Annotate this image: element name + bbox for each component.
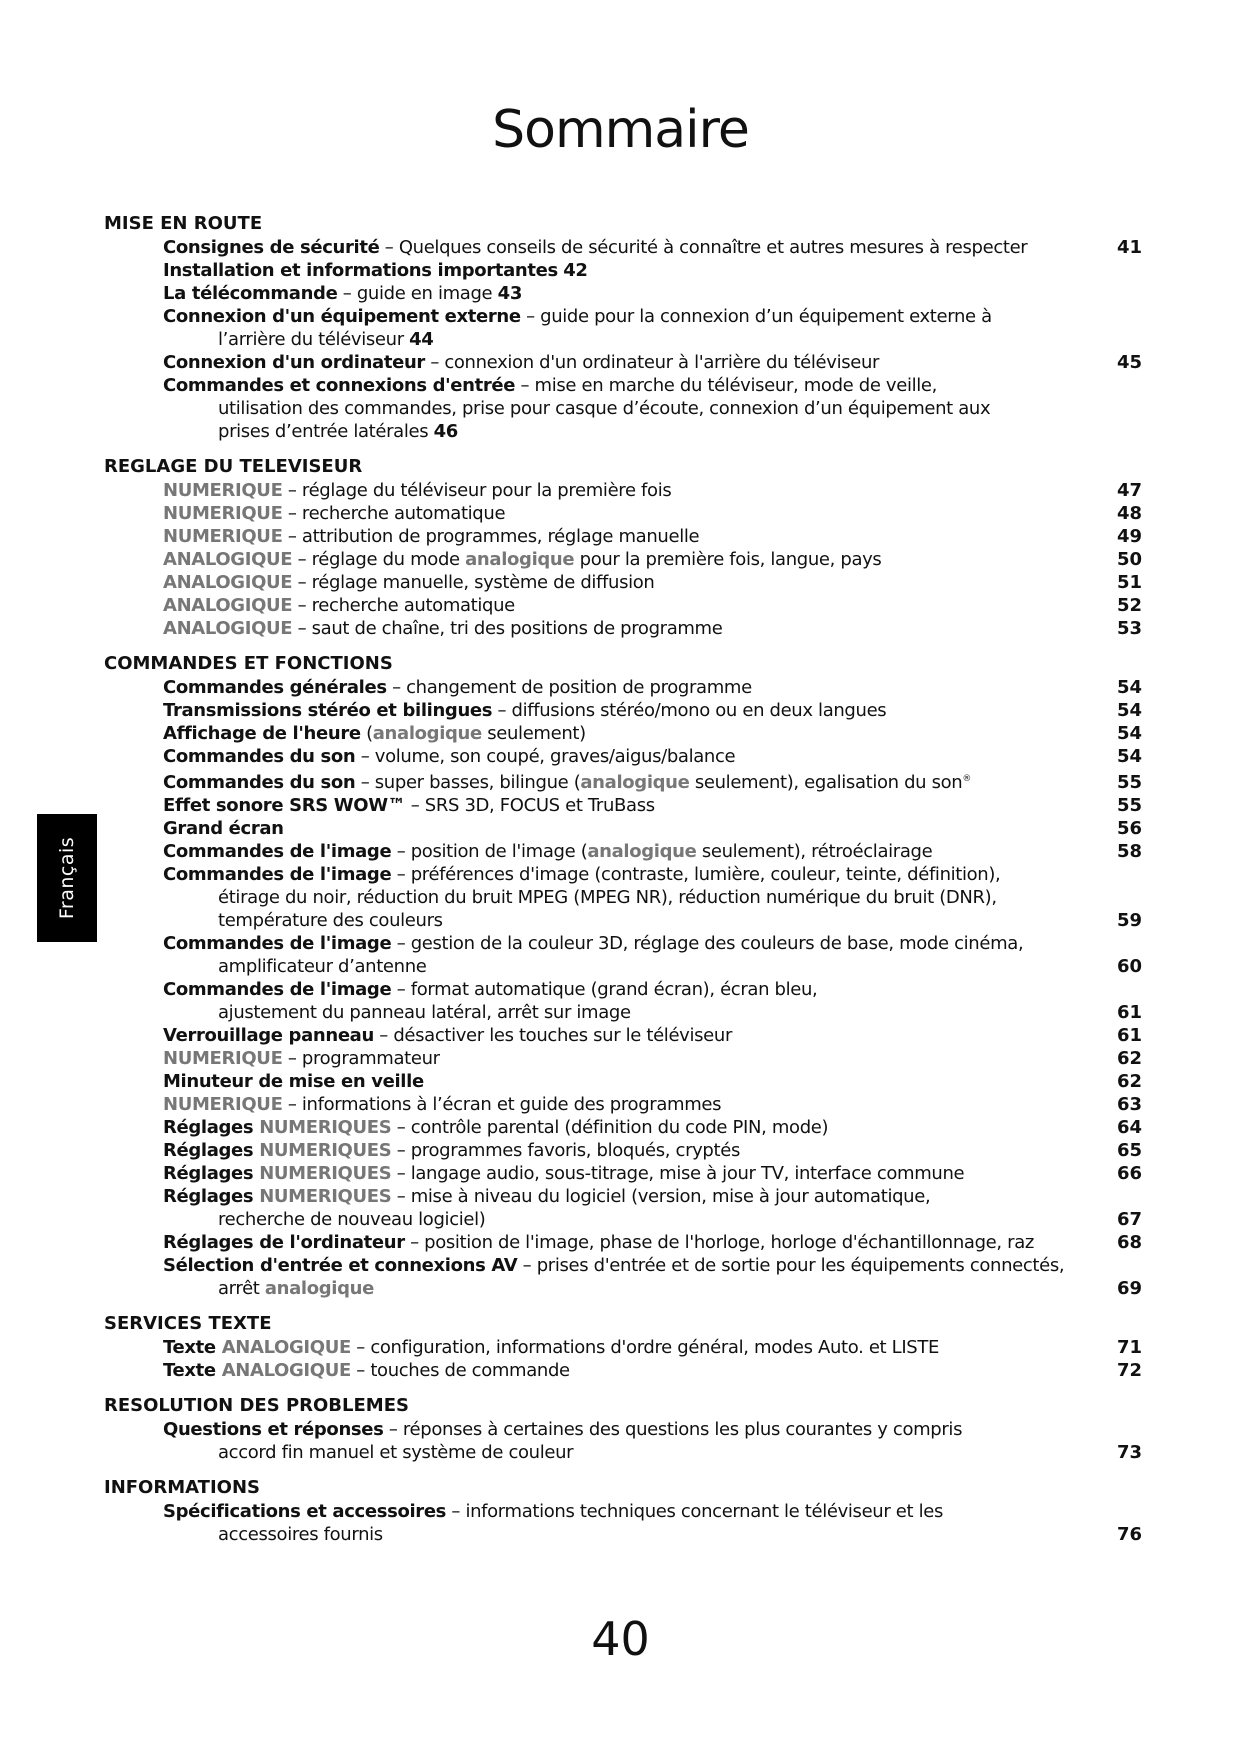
entry-text: pour la première fois, langue, pays (574, 549, 882, 570)
entry-page-number: 54 (1116, 677, 1142, 698)
entry-text: NUMERIQUES (259, 1140, 392, 1161)
toc-entry (104, 1162, 1144, 1185)
toc-entry-line (163, 1336, 1074, 1359)
entry-text: – recherche automatique (292, 595, 515, 616)
entry-text: – réglage du téléviseur pour la première fois (282, 480, 672, 501)
toc-entry (104, 594, 1144, 617)
toc-entry (104, 1139, 1144, 1162)
toc-entry-line (163, 479, 1074, 502)
section-heading: SERVICES TEXTE (104, 1313, 272, 1334)
toc-entry (104, 374, 1144, 443)
toc-entry (104, 817, 1144, 840)
section-heading: INFORMATIONS (104, 1477, 260, 1498)
entry-text: NUMERIQUE (163, 503, 283, 524)
toc-entry-line (163, 374, 1074, 397)
entry-text: Commandes du son (163, 746, 356, 767)
entry-text: seulement) (481, 723, 586, 744)
entry-text: – format automatique (grand écran), écran bleu, (391, 979, 818, 1000)
entry-text: Texte (163, 1360, 222, 1381)
entry-page-number: 62 (1116, 1048, 1142, 1069)
toc-entry (104, 1336, 1144, 1359)
entry-text: ANALOGIQUE (163, 549, 293, 570)
entry-page-number: 49 (1116, 526, 1142, 547)
toc-entry (104, 282, 1144, 305)
entry-text: arrêt (218, 1278, 265, 1299)
language-tab (37, 814, 97, 942)
toc-entry-line (163, 571, 1074, 594)
entry-text: – réponses à certaines des questions les plus courantes y compris (383, 1419, 963, 1440)
toc-entry-line (163, 397, 1074, 420)
toc-entry-line (163, 594, 1074, 617)
toc-entry-line (163, 1523, 1074, 1546)
entry-text: ANALOGIQUE (221, 1337, 351, 1358)
toc-entry (104, 794, 1144, 817)
entry-page-number: 61 (1116, 1002, 1142, 1023)
entry-text: – préférences d'image (contraste, lumière, couleur, teinte, définition), (391, 864, 1001, 885)
toc-entry (104, 768, 1144, 794)
toc-entry (104, 1418, 1144, 1464)
toc-entry (104, 502, 1144, 525)
entry-text: Verrouillage panneau (163, 1025, 374, 1046)
toc-entry-line (163, 1208, 1074, 1231)
entry-text: – configuration, informations d'ordre général, modes Auto. et LISTE (350, 1337, 940, 1358)
entry-text: – prises d'entrée et de sortie pour les équipements connectés, (517, 1255, 1065, 1276)
table-of-contents (104, 212, 1144, 1558)
toc-entry-line (163, 886, 1074, 909)
toc-entry-line (163, 1185, 1074, 1208)
entry-page-number: 55 (1116, 772, 1142, 793)
toc-entry (104, 617, 1144, 640)
toc-entry (104, 1185, 1144, 1231)
toc-entry (104, 676, 1144, 699)
entry-text: – programmateur (282, 1048, 440, 1069)
entry-page-number: 58 (1116, 841, 1142, 862)
entry-text: – touches de commande (350, 1360, 570, 1381)
toc-entry-line (163, 1024, 1074, 1047)
toc-entry (104, 722, 1144, 745)
entry-page-number: 55 (1116, 795, 1142, 816)
entry-page-number: 62 (1116, 1071, 1142, 1092)
toc-entry-line (163, 1116, 1074, 1139)
entry-text: Commandes de l'image (163, 979, 392, 1000)
entry-page-number: 66 (1116, 1163, 1142, 1184)
toc-entry-line (163, 1500, 1074, 1523)
entry-page-number: 59 (1116, 910, 1142, 931)
entry-page-number: 54 (1116, 723, 1142, 744)
entry-text: NUMERIQUES (259, 1163, 392, 1184)
entry-text: NUMERIQUES (259, 1186, 392, 1207)
entry-text: – langage audio, sous-titrage, mise à jour TV, interface commune (391, 1163, 965, 1184)
toc-entry (104, 1070, 1144, 1093)
entry-text: Réglages (163, 1163, 260, 1184)
toc-entry-line (163, 1001, 1074, 1024)
toc-entry-line (163, 351, 1074, 374)
toc-entry-line (163, 525, 1074, 548)
toc-entry (104, 1093, 1144, 1116)
toc-entry-line (163, 1070, 1074, 1093)
entry-text: Questions et réponses (163, 1419, 384, 1440)
entry-text: analogique (587, 841, 697, 862)
toc-entry (104, 548, 1144, 571)
entry-page-number: 48 (1116, 503, 1142, 524)
entry-page-number: 41 (1116, 237, 1142, 258)
entry-text: NUMERIQUE (163, 526, 283, 547)
section-heading: REGLAGE DU TELEVISEUR (104, 456, 363, 477)
toc-entry-line (163, 1162, 1074, 1185)
toc-entry-line (163, 1047, 1074, 1070)
entry-text: Effet sonore SRS WOW™ (163, 795, 406, 816)
toc-entry-line (163, 617, 1074, 640)
toc-entry-line (163, 1139, 1074, 1162)
entry-page-number: 69 (1116, 1278, 1142, 1299)
section-heading: RESOLUTION DES PROBLEMES (104, 1395, 409, 1416)
toc-entry (104, 351, 1144, 374)
entry-text: température des couleurs (218, 910, 443, 931)
entry-text: – mise à niveau du logiciel (version, mise à jour automatique, (391, 1186, 931, 1207)
toc-entry-line (163, 794, 1074, 817)
entry-text: Grand écran (163, 818, 284, 839)
toc-entry-line (163, 236, 1074, 259)
toc-entry (104, 745, 1144, 768)
entry-page-number: 63 (1116, 1094, 1142, 1115)
entry-text: prises d’entrée latérales (218, 421, 434, 442)
toc-entry-line (163, 1418, 1074, 1441)
language-tab-label: Français (56, 836, 78, 920)
toc-entry-line (163, 502, 1074, 525)
toc-entry (104, 863, 1144, 932)
entry-text: – saut de chaîne, tri des positions de programme (292, 618, 723, 639)
entry-page-number: 52 (1116, 595, 1142, 616)
entry-page-number: 45 (1116, 352, 1142, 373)
entry-page-number: 47 (1116, 480, 1142, 501)
entry-text: accord fin manuel et système de couleur (218, 1442, 574, 1463)
entry-text: ANALOGIQUE (221, 1360, 351, 1381)
entry-page-number: 50 (1116, 549, 1142, 570)
entry-text: Minuteur de mise en veille (163, 1071, 424, 1092)
entry-page-number: 76 (1116, 1524, 1142, 1545)
entry-text: NUMERIQUES (259, 1117, 392, 1138)
entry-text: – réglage manuelle, système de diffusion (292, 572, 655, 593)
toc-entry-line (163, 978, 1074, 1001)
entry-text: Connexion d'un équipement externe (163, 306, 521, 327)
toc-entry-line (163, 282, 1074, 305)
entry-text: – changement de position de programme (386, 677, 752, 698)
entry-text: – attribution de programmes, réglage manuelle (282, 526, 700, 547)
page-number: 40 (591, 1612, 650, 1666)
toc-entry-line (163, 328, 1074, 351)
entry-text: ( (360, 723, 373, 744)
toc-entry-line (163, 548, 1074, 571)
entry-text: Texte (163, 1337, 222, 1358)
entry-text: – SRS 3D, FOCUS et TruBass (405, 795, 655, 816)
entry-page-number: 64 (1116, 1117, 1142, 1138)
entry-text: Connexion d'un ordinateur (163, 352, 425, 373)
entry-text: Affichage de l'heure (163, 723, 361, 744)
entry-page-number: 53 (1116, 618, 1142, 639)
entry-text: – gestion de la couleur 3D, réglage des couleurs de base, mode cinéma, (391, 933, 1024, 954)
toc-entry-line (163, 1093, 1074, 1116)
entry-text: – guide pour la connexion d’un équipement externe à (520, 306, 992, 327)
toc-entry-line (163, 1441, 1074, 1464)
toc-entry-line (163, 699, 1074, 722)
entry-text: analogique (465, 549, 575, 570)
toc-entry-line (163, 840, 1074, 863)
entry-text: analogique (264, 1278, 374, 1299)
entry-text: – position de l'image ( (391, 841, 588, 862)
toc-section (104, 1476, 1144, 1546)
entry-text: – informations à l’écran et guide des programmes (282, 1094, 722, 1115)
entry-page-number: 54 (1116, 700, 1142, 721)
toc-entry-line (163, 1231, 1074, 1254)
entry-text: Consignes de sécurité (163, 237, 380, 258)
entry-text: ANALOGIQUE (163, 618, 293, 639)
section-heading: MISE EN ROUTE (104, 213, 263, 234)
toc-entry-line (163, 305, 1074, 328)
entry-text: Réglages (163, 1186, 260, 1207)
entry-text: amplificateur d’antenne (218, 956, 427, 977)
toc-entry-line (163, 932, 1074, 955)
entry-text: Commandes générales (163, 677, 387, 698)
entry-page-number: 56 (1116, 818, 1142, 839)
entry-text: – réglage du mode (292, 549, 466, 570)
entry-text: – connexion d'un ordinateur à l'arrière du téléviseur (424, 352, 880, 373)
toc-entry (104, 259, 1144, 282)
entry-page-number: 60 (1116, 956, 1142, 977)
entry-page-number: 54 (1116, 746, 1142, 767)
entry-text: NUMERIQUE (163, 480, 283, 501)
toc-entry (104, 1500, 1144, 1546)
entry-text: – recherche automatique (282, 503, 506, 524)
toc-entry (104, 1116, 1144, 1139)
toc-entry (104, 236, 1144, 259)
entry-text: accessoires fournis (218, 1524, 383, 1545)
entry-page-number: 65 (1116, 1140, 1142, 1161)
toc-entry-line (163, 676, 1074, 699)
entry-text: – super basses, bilingue ( (355, 772, 581, 793)
toc-entry-line (163, 768, 1074, 794)
toc-entry (104, 1047, 1144, 1070)
toc-entry (104, 1024, 1144, 1047)
entry-text: 43 (497, 283, 522, 304)
entry-text: ANALOGIQUE (163, 595, 293, 616)
entry-text: Réglages (163, 1117, 260, 1138)
entry-text: ANALOGIQUE (163, 572, 293, 593)
entry-text: – diffusions stéréo/mono ou en deux langues (492, 700, 887, 721)
toc-section (104, 212, 1144, 443)
toc-entry (104, 525, 1144, 548)
entry-text: Commandes et connexions d'entrée (163, 375, 516, 396)
toc-entry (104, 1254, 1144, 1300)
entry-text: recherche de nouveau logiciel) (218, 1209, 486, 1230)
toc-section (104, 1312, 1144, 1382)
toc-entry-line (163, 1277, 1074, 1300)
toc-entry-line (163, 745, 1074, 768)
toc-entry (104, 978, 1144, 1024)
toc-entry-line (163, 1359, 1074, 1382)
entry-text: – programmes favoris, bloqués, cryptés (391, 1140, 740, 1161)
entry-text: Commandes de l'image (163, 841, 392, 862)
toc-entry-line (163, 420, 1074, 443)
entry-text: 46 (433, 421, 458, 442)
toc-section (104, 652, 1144, 1300)
entry-text: Spécifications et accessoires (163, 1501, 447, 1522)
entry-page-number: 68 (1116, 1232, 1142, 1253)
page-title: Sommaire (492, 100, 749, 160)
section-heading: COMMANDES ET FONCTIONS (104, 653, 393, 674)
entry-text: NUMERIQUE (163, 1094, 283, 1115)
entry-page-number: 67 (1116, 1209, 1142, 1230)
toc-section (104, 1394, 1144, 1464)
toc-entry-line (163, 955, 1074, 978)
entry-text: NUMERIQUE (163, 1048, 283, 1069)
entry-text: ® (962, 774, 971, 784)
entry-text: ajustement du panneau latéral, arrêt sur image (218, 1002, 631, 1023)
entry-text: – volume, son coupé, graves/aigus/balance (355, 746, 736, 767)
entry-text: seulement), egalisation du son (689, 772, 963, 793)
entry-page-number: 61 (1116, 1025, 1142, 1046)
entry-text: analogique (580, 772, 690, 793)
entry-text: l’arrière du téléviseur (218, 329, 410, 350)
entry-page-number: 71 (1116, 1337, 1142, 1358)
entry-text: étirage du noir, réduction du bruit MPEG (MPEG NR), réduction numérique du bruit (DNR), (218, 887, 997, 908)
toc-entry (104, 932, 1144, 978)
entry-text: Sélection d'entrée et connexions AV (163, 1255, 518, 1276)
entry-page-number: 72 (1116, 1360, 1142, 1381)
toc-entry-line (163, 1254, 1074, 1277)
entry-text: analogique (372, 723, 482, 744)
entry-text: Commandes de l'image (163, 933, 392, 954)
entry-text: utilisation des commandes, prise pour casque d’écoute, connexion d’un équipement aux (218, 398, 991, 419)
entry-text: Commandes du son (163, 772, 356, 793)
entry-text: Commandes de l'image (163, 864, 392, 885)
entry-text: – informations techniques concernant le téléviseur et les (446, 1501, 943, 1522)
toc-entry (104, 479, 1144, 502)
toc-entry (104, 1359, 1144, 1382)
toc-entry (104, 1231, 1144, 1254)
toc-entry-line (163, 817, 1074, 840)
entry-text: Réglages de l'ordinateur (163, 1232, 405, 1253)
entry-text: – désactiver les touches sur le téléviseur (373, 1025, 733, 1046)
entry-text: Réglages (163, 1140, 260, 1161)
toc-entry (104, 699, 1144, 722)
toc-entry-line (163, 863, 1074, 886)
entry-text: – contrôle parental (définition du code PIN, mode) (391, 1117, 829, 1138)
toc-entry (104, 840, 1144, 863)
entry-text: – guide en image (337, 283, 498, 304)
entry-page-number: 73 (1116, 1442, 1142, 1463)
entry-text: seulement), rétroéclairage (696, 841, 933, 862)
entry-text: – position de l'image, phase de l'horloge, horloge d'échantillonnage, raz (404, 1232, 1034, 1253)
toc-entry (104, 571, 1144, 594)
entry-text: 42 (563, 260, 588, 281)
entry-text: Transmissions stéréo et bilingues (163, 700, 493, 721)
entry-text: Installation et informations importantes (163, 260, 558, 281)
toc-entry-line (163, 909, 1074, 932)
toc-section (104, 455, 1144, 640)
entry-text: – Quelques conseils de sécurité à connaître et autres mesures à respecter (379, 237, 1028, 258)
toc-entry-line (163, 722, 1074, 745)
toc-entry (104, 305, 1144, 351)
entry-page-number: 51 (1116, 572, 1142, 593)
toc-entry-line (163, 259, 1074, 282)
entry-text: La télécommande (163, 283, 338, 304)
entry-text: – mise en marche du téléviseur, mode de veille, (515, 375, 938, 396)
entry-text: 44 (409, 329, 434, 350)
